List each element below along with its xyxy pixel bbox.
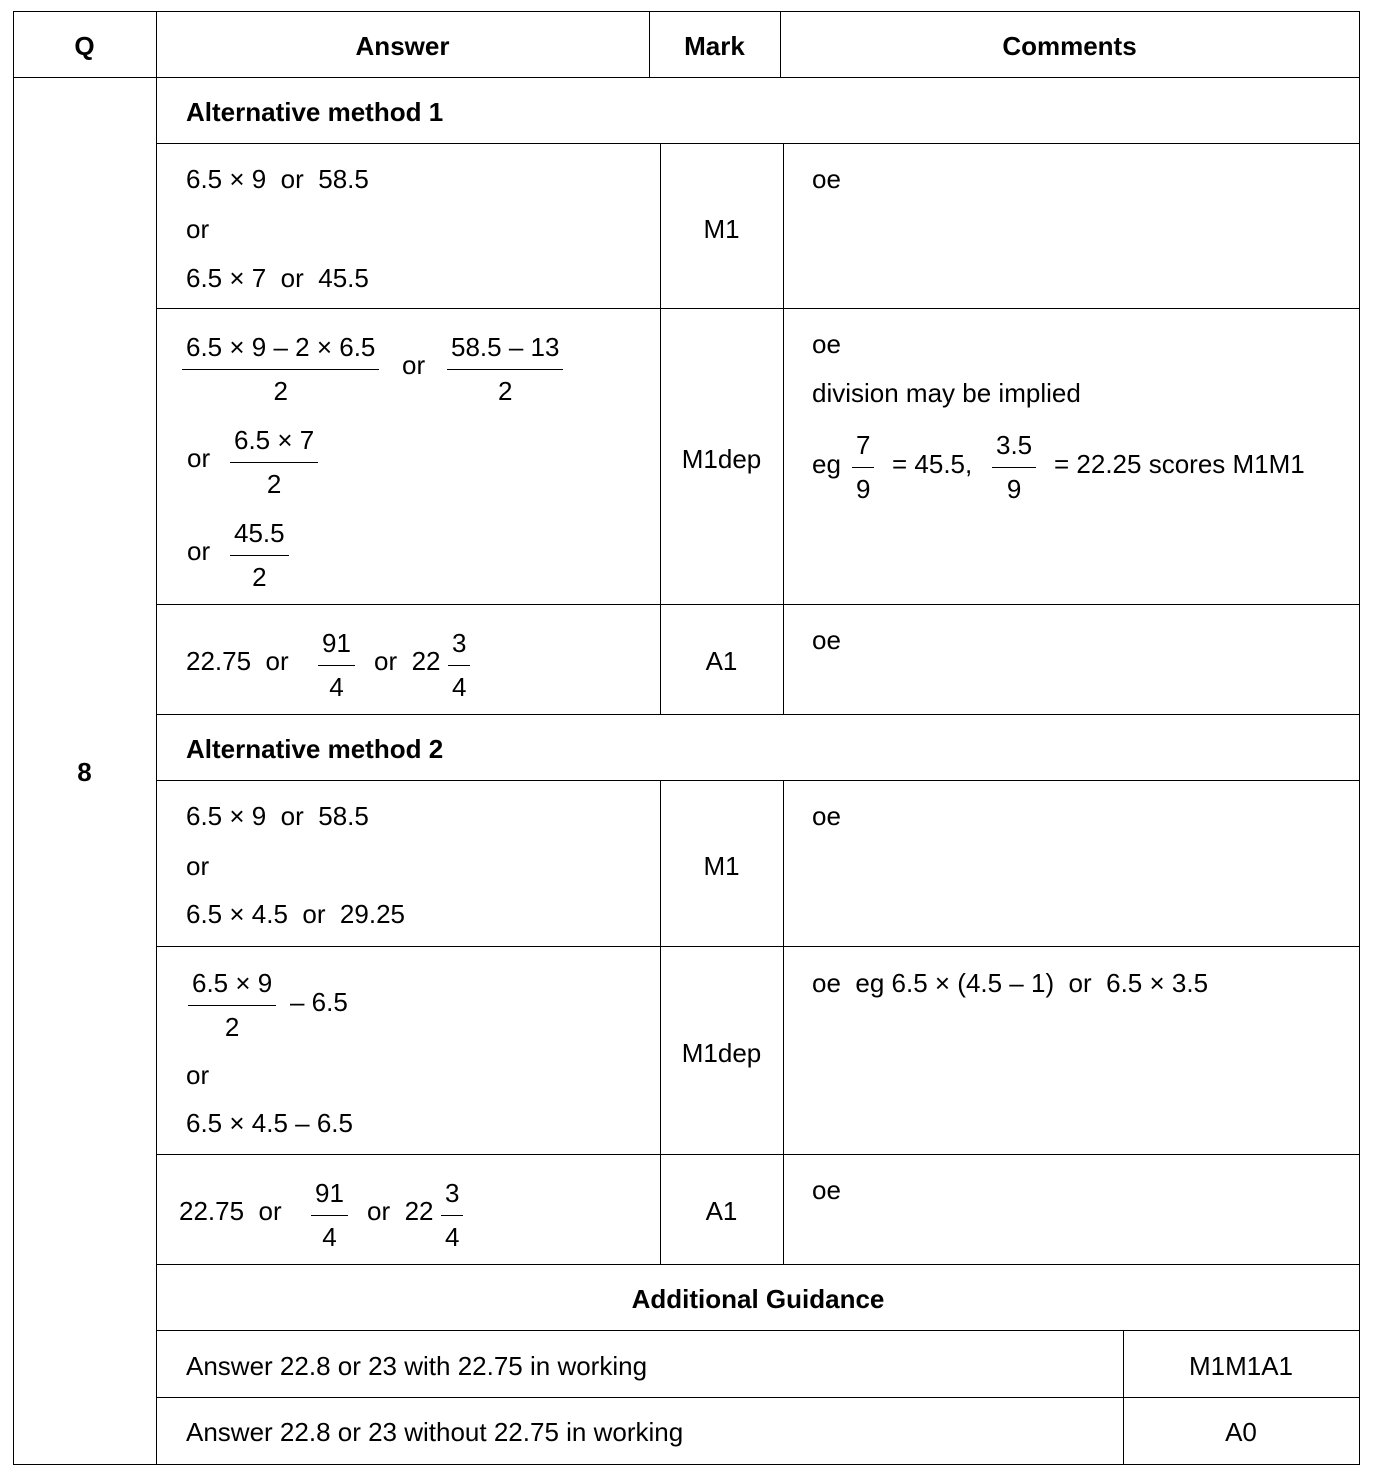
m1-row2-or-1: or: [402, 350, 426, 380]
m1-row2-fraction-1: [182, 334, 379, 404]
m1-row2-fraction-3: [230, 427, 318, 497]
rule-m2-mark-comments: [783, 780, 784, 1265]
rule-m2-title-bottom: [156, 780, 1360, 781]
m2-row2-fraction-numerator: 6.5 × 9: [192, 968, 273, 998]
m1-row3-mixed-bar: [448, 665, 470, 666]
m1-row2-fraction-1-bar: [182, 369, 379, 370]
m2-row3-mark: A1: [705, 1196, 738, 1226]
m2-row3-mixed-denominator: 4: [445, 1222, 460, 1252]
m2-row1-mark: M1: [703, 851, 740, 881]
m2-row1-line3: 6.5 × 4.5 or 29.25: [186, 899, 405, 929]
guidance-row-1-text: Answer 22.8 or 23 with 22.75 in working: [186, 1351, 648, 1381]
header-comments: Comments: [1002, 31, 1137, 61]
m2-row2-mark: M1dep: [681, 1038, 762, 1068]
m1-row2-eg-fraction-2: [992, 432, 1036, 502]
rule-top: [13, 11, 1360, 12]
m1-row2-fraction-2-bar: [447, 369, 563, 370]
m1-row2-comment-1: oe: [812, 329, 841, 359]
m1-row2-fraction-1-numerator: 6.5 × 9 – 2 × 6.5: [186, 332, 376, 362]
m1-row2-fraction-2-denominator: 2: [497, 376, 513, 406]
guidance-row-2-text: Answer 22.8 or 23 without 22.75 in working: [186, 1417, 684, 1447]
rule-left: [13, 11, 14, 1465]
guidance-title: Additional Guidance: [631, 1284, 885, 1314]
m1-row2-eg-fraction-2-numerator: 3.5: [996, 430, 1033, 460]
m1-row2-fraction-4-numerator: 45.5: [234, 518, 285, 548]
m2-row2-minus: – 6.5: [290, 987, 348, 1017]
m1-row3-mixed-numerator: 3: [452, 628, 467, 658]
m1-row2-fraction-4-bar: [230, 555, 289, 556]
guidance-row-1-mark: M1M1A1: [1188, 1351, 1294, 1381]
m1-row2-eg-fraction-1-denominator: 9: [856, 474, 871, 504]
rule-guidance-row1-bottom: [156, 1397, 1360, 1398]
m2-row1-comment: oe: [812, 801, 841, 831]
m2-row3-value: 22.75 or: [179, 1196, 282, 1226]
m2-row3-mixed-numerator: 3: [445, 1178, 460, 1208]
m2-row3-mixed-bar: [441, 1215, 463, 1216]
m1-row2-eg-fraction-2-denominator: 9: [1006, 474, 1022, 504]
rule-guidance-title-bottom: [156, 1330, 1360, 1331]
rule-m2-row3-bottom: [156, 1264, 1360, 1265]
m2-row2-comment: oe eg 6.5 × (4.5 – 1) or 6.5 × 3.5: [812, 968, 1209, 998]
m2-row3-mixed-fraction: [441, 1180, 463, 1250]
rule-header-bottom: [13, 77, 1360, 78]
method1-title: Alternative method 1: [186, 97, 444, 127]
m1-row3-value: 22.75 or: [186, 646, 289, 676]
m1-row2-eg-fraction-1-numerator: 7: [856, 430, 871, 460]
guidance-row-2-mark: A0: [1225, 1417, 1257, 1447]
m2-row3-fraction-bar: [311, 1215, 348, 1216]
m2-row1-line1: 6.5 × 9 or 58.5: [186, 801, 369, 831]
m1-row3-fraction-denominator: 4: [329, 672, 344, 702]
m1-row3-mark: A1: [705, 646, 738, 676]
rule-m2-row2-bottom: [156, 1154, 1360, 1155]
rule-bottom: [13, 1464, 1360, 1465]
m1-row2-eg-label: eg: [812, 449, 841, 479]
m1-row2-eg-fraction-1: [852, 432, 874, 502]
m1-row3-fraction-numerator: 91: [322, 628, 351, 658]
m2-row3-or-mixed: or 22: [367, 1196, 434, 1226]
rule-m1-mark-comments: [783, 143, 784, 715]
question-number: 8: [77, 757, 92, 787]
m1-row1-line3: 6.5 × 7 or 45.5: [186, 263, 369, 293]
m1-row2-eg-middle: = 45.5,: [892, 449, 973, 479]
m2-row2-line3: 6.5 × 4.5 – 6.5: [186, 1108, 353, 1138]
m1-row1-mark: M1: [703, 214, 740, 244]
m1-row2-or-3: or: [187, 536, 211, 566]
rule-m1-row1-bottom: [156, 308, 1360, 309]
m2-row2-fraction-denominator: 2: [224, 1012, 240, 1042]
m2-row2-fraction: [188, 970, 276, 1040]
m2-row2-fraction-bar: [188, 1005, 276, 1006]
m2-row3-comment: oe: [812, 1175, 841, 1205]
m1-row3-or-mixed: or 22: [374, 646, 441, 676]
m1-row1-comment: oe: [812, 164, 841, 194]
m1-row2-fraction-2-numerator: 58.5 – 13: [451, 332, 560, 362]
m2-row3-fraction-denominator: 4: [322, 1222, 337, 1252]
m1-row2-eg-end: = 22.25 scores M1M1: [1054, 449, 1305, 479]
method2-title: Alternative method 2: [186, 734, 444, 764]
m1-row2-fraction-2: [447, 334, 563, 404]
m1-row1-line2: or: [186, 214, 210, 244]
m1-row2-fraction-3-denominator: 2: [266, 469, 282, 499]
m1-row2-fraction-4: [230, 520, 289, 590]
header-mark: Mark: [684, 31, 745, 61]
header-q: Q: [74, 31, 95, 61]
m1-row2-fraction-3-bar: [230, 462, 318, 463]
rule-q-col: [156, 11, 157, 1465]
m1-row2-fraction-3-numerator: 6.5 × 7: [234, 425, 315, 455]
m2-row2-or: or: [186, 1060, 210, 1090]
m1-row2-mark: M1dep: [681, 444, 762, 474]
rule-right: [1359, 11, 1360, 1465]
m1-row3-comment: oe: [812, 625, 841, 655]
m1-row2-or-2: or: [187, 443, 211, 473]
m1-row2-comment-2: division may be implied: [812, 378, 1081, 408]
m2-row3-fraction-numerator: 91: [315, 1178, 344, 1208]
rule-m1-title-bottom: [156, 143, 1360, 144]
m1-row3-mixed-denominator: 4: [452, 672, 467, 702]
header-answer: Answer: [355, 31, 450, 61]
m1-row1-line1: 6.5 × 9 or 58.5: [186, 164, 369, 194]
m1-row3-mixed-fraction: [448, 630, 470, 700]
m1-row2-fraction-1-denominator: 2: [273, 376, 288, 406]
m1-row2-eg-fraction-1-bar: [852, 467, 874, 468]
m1-row3-fraction-bar: [318, 665, 355, 666]
rule-m1-row2-bottom: [156, 604, 1360, 605]
rule-m1-row3-bottom: [156, 714, 1360, 715]
rule-m2-row1-bottom: [156, 946, 1360, 947]
m1-row3-fraction: [318, 630, 355, 700]
m2-row3-fraction: [311, 1180, 348, 1250]
m1-row2-fraction-4-denominator: 2: [252, 562, 267, 592]
m2-row1-line2: or: [186, 851, 210, 881]
m1-row2-eg-fraction-2-bar: [992, 467, 1036, 468]
